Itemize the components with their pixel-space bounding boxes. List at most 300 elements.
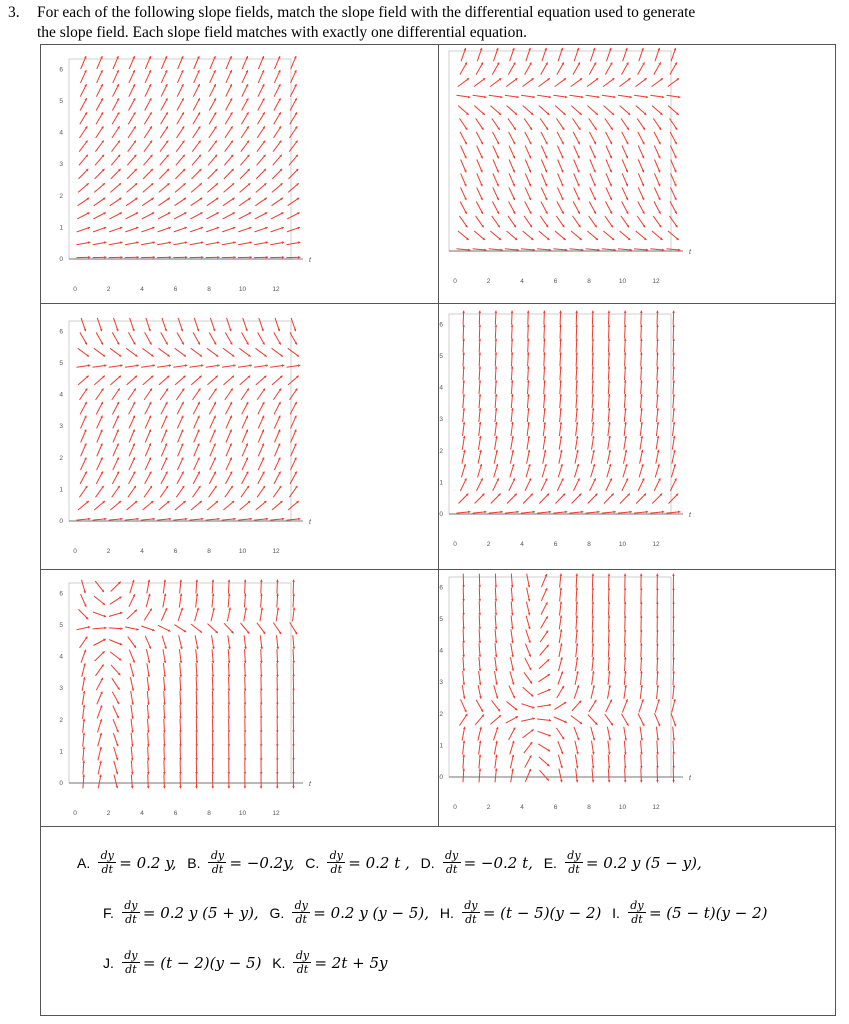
slope-arrowhead	[559, 311, 562, 313]
slope-arrowhead	[678, 511, 680, 514]
option-f-letter: F.	[103, 904, 114, 921]
dydt-num: dy	[294, 899, 308, 912]
slope-arrowhead	[527, 408, 530, 410]
slope-arrowhead	[478, 338, 481, 340]
slope-arrowhead	[276, 744, 279, 746]
dydt-num: dy	[444, 849, 459, 862]
slope-arrowhead	[559, 325, 562, 327]
slope-arrowhead	[672, 366, 675, 368]
option-d-dydt	[443, 850, 461, 875]
option-b-letter: B.	[187, 854, 201, 871]
slope-arrowhead	[212, 661, 215, 663]
slope-field-6	[439, 570, 836, 827]
slope-arrowhead	[244, 661, 247, 663]
slope-arrowhead	[640, 325, 643, 327]
slope-arrowhead	[260, 580, 263, 582]
slope-arrowhead	[559, 352, 562, 354]
t-axis-label: t	[689, 775, 691, 782]
slope-arrowhead	[266, 518, 268, 521]
slope-arrowhead	[147, 744, 150, 746]
slope-arrowhead	[276, 580, 279, 582]
slope-arrowhead	[576, 394, 579, 396]
slope-arrowhead	[185, 518, 187, 521]
y-tick-label: 6	[59, 66, 63, 74]
slope-arrowhead	[576, 408, 579, 410]
slope-arrowhead	[543, 338, 546, 340]
slope-arrowhead	[527, 394, 530, 396]
slope-arrowhead	[88, 518, 90, 521]
x-tick-label: 8	[587, 541, 591, 548]
slope-arrowhead	[608, 380, 611, 382]
x-tick-label: 6	[553, 804, 558, 811]
slope-arrowhead	[195, 744, 198, 746]
slope-arrowhead	[533, 511, 535, 514]
dydt-den: dt	[211, 863, 224, 876]
slope-arrowhead	[228, 717, 231, 719]
slope-arrowhead	[656, 671, 659, 673]
slope-arrowhead	[543, 311, 546, 313]
slope-arrowhead	[576, 615, 579, 617]
slope-arrowhead	[228, 703, 231, 705]
slope-arrowhead	[276, 758, 279, 760]
x-tick-label: 10	[238, 548, 247, 555]
slope-arrowhead	[630, 511, 632, 514]
slope-field-1-plot	[41, 45, 438, 303]
slope-arrowhead	[575, 366, 578, 368]
slope-arrowhead	[592, 574, 595, 576]
slope-arrowhead	[511, 366, 514, 368]
slope-arrowhead	[196, 675, 199, 677]
slope-arrowhead	[624, 752, 627, 754]
slope-arrowhead	[211, 758, 214, 760]
slope-arrowhead	[673, 685, 676, 687]
slope-arrowhead	[201, 256, 203, 259]
slope-arrowhead	[640, 380, 643, 382]
slope-arrowhead	[565, 511, 567, 514]
y-tick-label: 5	[59, 360, 63, 367]
option-h-dydt	[462, 900, 480, 925]
slope-arrowhead	[656, 366, 659, 368]
slope-arrowhead	[462, 655, 465, 657]
y-tick-label: 4	[59, 129, 63, 137]
slope-arrowhead	[179, 731, 182, 733]
x-tick-label: 6	[553, 278, 558, 285]
option-c	[305, 850, 410, 875]
slope-arrowhead	[292, 731, 295, 733]
option-i-letter: I.	[612, 904, 620, 921]
slope-arrowhead	[656, 311, 659, 313]
y-tick-label: 1	[59, 224, 63, 232]
option-f-rhs: = 0.2 y (5 + y),	[142, 903, 259, 922]
slope-arrowhead	[276, 731, 279, 733]
slope-arrowhead	[624, 325, 627, 327]
slope-arrowhead	[624, 408, 627, 410]
slope-arrowhead	[179, 717, 182, 719]
slope-arrowhead	[624, 588, 627, 590]
slope-arrowhead	[495, 311, 498, 313]
slope-arrowhead	[592, 588, 595, 590]
slope-arrowhead	[624, 422, 627, 424]
slope-arrowhead	[195, 703, 198, 705]
slope-arrowhead	[597, 511, 599, 514]
question-line-1: For each of the following slope fields, match the slope field with the differential equation used to generate	[37, 4, 696, 21]
slope-arrowhead	[640, 657, 643, 659]
slope-arrowhead	[495, 366, 498, 368]
slope-arrowhead	[560, 588, 563, 590]
slope-arrowhead	[672, 629, 675, 631]
x-tick-label: 12	[652, 278, 660, 285]
slope-arrowhead	[212, 594, 215, 596]
slope-arrowhead	[543, 366, 546, 368]
slope-arrowhead	[479, 380, 482, 382]
y-tick-label: 3	[59, 685, 63, 693]
y-tick-label: 1	[59, 748, 63, 756]
slope-arrowhead	[560, 408, 563, 410]
question-line-2: the slope field. Each slope field matches with exactly one differential equation.	[37, 24, 527, 41]
slope-arrowhead	[479, 627, 482, 629]
option-k-letter: K.	[272, 954, 286, 971]
y-tick-label: 5	[59, 622, 63, 629]
option-g-dydt	[292, 900, 310, 925]
x-tick-label: 4	[140, 286, 144, 293]
slope-arrowhead	[244, 675, 247, 677]
slope-arrowhead	[656, 352, 659, 354]
option-j	[103, 950, 261, 975]
slope-arrowhead	[228, 594, 231, 596]
slope-arrowhead	[640, 338, 643, 340]
x-tick-label: 10	[618, 278, 627, 285]
slope-arrowhead	[196, 661, 199, 663]
slope-arrowhead	[462, 338, 465, 340]
slope-arrowhead	[656, 380, 659, 382]
t-axis-label: t	[689, 249, 691, 256]
option-g-letter: G.	[269, 904, 285, 921]
y-tick-label: 4	[439, 384, 443, 392]
slope-arrowhead	[179, 689, 182, 691]
x-tick-label: 4	[140, 810, 144, 817]
slope-arrowhead	[228, 661, 231, 663]
slope-arrowhead	[575, 588, 578, 590]
slope-arrowhead	[147, 758, 150, 760]
slope-arrowhead	[511, 394, 514, 396]
slope-arrowhead	[276, 717, 279, 719]
slope-arrowhead	[656, 338, 659, 340]
slope-arrowhead	[468, 511, 470, 514]
slope-arrowhead	[479, 408, 482, 410]
slope-arrowhead	[640, 643, 643, 645]
slope-arrowhead	[195, 786, 198, 788]
y-tick-label: 0	[439, 511, 443, 518]
slope-arrowhead	[592, 311, 595, 313]
answer-row-1	[77, 850, 708, 875]
option-h	[440, 900, 602, 925]
dydt-num: dy	[124, 899, 138, 912]
slope-arrowhead	[672, 643, 675, 645]
slope-arrowhead	[147, 730, 150, 732]
slope-arrowhead	[575, 352, 578, 354]
option-c-rhs: = 0.2 t ,	[348, 853, 410, 872]
slope-arrowhead	[656, 601, 659, 603]
slope-arrowhead	[479, 755, 482, 757]
answer-row-3	[103, 950, 393, 975]
slope-arrowhead	[179, 703, 182, 705]
slope-arrowhead	[672, 338, 675, 340]
slope-arrowhead	[495, 599, 498, 601]
slope-arrowhead	[228, 758, 231, 760]
slope-arrowhead	[292, 717, 295, 719]
slope-arrowhead	[462, 669, 465, 671]
y-tick-label: 6	[439, 584, 443, 592]
slope-arrowhead	[656, 629, 659, 631]
slope-arrowhead	[672, 574, 675, 576]
slope-arrowhead	[212, 580, 215, 582]
slope-arrowhead	[576, 629, 579, 631]
x-tick-label: 2	[486, 804, 491, 811]
slope-arrowhead	[640, 601, 643, 603]
slope-arrowhead	[293, 647, 296, 649]
slope-arrowhead	[592, 408, 595, 410]
slope-arrowhead	[511, 422, 514, 424]
slope-arrowhead	[88, 256, 90, 259]
option-h-rhs: = (t − 5)(y − 2)	[482, 903, 602, 922]
slope-arrowhead	[495, 408, 498, 410]
x-tick-label: 0	[73, 286, 77, 293]
y-tick-label: 3	[439, 416, 443, 424]
slope-arrowhead	[195, 772, 198, 774]
slope-arrowhead	[153, 518, 155, 521]
slope-arrowhead	[511, 613, 514, 615]
slope-field-grid	[40, 44, 836, 827]
slope-arrowhead	[292, 580, 295, 582]
slope-arrowhead	[527, 311, 530, 313]
dydt-num: dy	[124, 949, 138, 962]
slope-arrowhead	[624, 394, 627, 396]
slope-arrowhead	[673, 408, 676, 410]
slope-arrowhead	[672, 752, 675, 754]
slope-arrowhead	[104, 627, 106, 630]
slope-arrowhead	[672, 766, 675, 768]
y-tick-label: 1	[439, 479, 443, 487]
option-b-dydt	[208, 850, 226, 875]
option-e-letter: E.	[543, 854, 557, 871]
option-i-rhs: = (5 − t)(y − 2)	[648, 903, 768, 922]
option-k-dydt	[293, 950, 311, 975]
y-tick-label: 6	[59, 590, 63, 598]
x-tick-label: 4	[140, 548, 144, 555]
slope-arrowhead	[479, 394, 482, 396]
slope-field-5	[41, 570, 438, 827]
slope-arrowhead	[131, 744, 134, 746]
slope-arrowhead	[131, 758, 134, 760]
question-number: 3.	[8, 4, 20, 21]
slope-arrowhead	[479, 655, 482, 657]
option-k-rhs: = 2t + 5y	[314, 953, 388, 972]
slope-arrowhead	[624, 766, 627, 768]
y-tick-label: 3	[59, 161, 63, 169]
slope-arrowhead	[201, 518, 203, 521]
slope-arrowhead	[527, 366, 530, 368]
x-tick-label: 12	[652, 804, 660, 811]
slope-arrowhead	[260, 689, 263, 691]
slope-arrowhead	[234, 256, 236, 259]
slope-arrowhead	[640, 752, 643, 754]
option-f-dydt	[122, 900, 140, 925]
y-tick-label: 0	[59, 256, 63, 263]
slope-arrowhead	[462, 599, 465, 601]
slope-arrowhead	[478, 599, 481, 601]
slope-arrowhead	[121, 256, 123, 259]
y-tick-label: 0	[439, 774, 443, 781]
slope-arrowhead	[244, 647, 247, 649]
slope-arrowhead	[511, 380, 514, 382]
y-tick-label: 4	[59, 653, 63, 661]
slope-arrowhead	[495, 585, 498, 587]
dydt-num: dy	[295, 949, 310, 962]
x-tick-label: 12	[272, 548, 280, 555]
question-text	[8, 3, 843, 43]
slope-arrowhead	[120, 518, 122, 521]
slope-arrowhead	[479, 422, 482, 424]
slope-arrowhead	[495, 613, 498, 615]
slope-arrowhead	[608, 588, 611, 590]
slope-arrowhead	[180, 580, 183, 582]
option-e-dydt	[565, 850, 583, 875]
option-d-letter: D.	[420, 854, 435, 871]
slope-arrowhead	[495, 655, 498, 657]
slope-arrowhead	[463, 394, 466, 396]
slope-arrowhead	[592, 338, 595, 340]
slope-arrowhead	[244, 703, 247, 705]
slope-arrowhead	[624, 601, 627, 603]
x-tick-label: 10	[618, 541, 627, 548]
slope-arrowhead	[260, 717, 263, 719]
slope-arrowhead	[292, 744, 295, 746]
slope-arrowhead	[244, 717, 247, 719]
slope-arrowhead	[462, 641, 465, 643]
option-f	[103, 900, 259, 925]
slope-arrowhead	[592, 352, 595, 354]
slope-arrowhead	[640, 366, 643, 368]
slope-arrowhead	[495, 641, 498, 643]
slope-arrowhead	[479, 669, 482, 671]
slope-arrowhead	[608, 766, 611, 768]
option-j-letter: J.	[103, 954, 114, 971]
slope-field-4	[439, 304, 836, 569]
slope-arrowhead	[131, 772, 134, 774]
slope-arrowhead	[478, 585, 481, 587]
slope-arrowhead	[104, 256, 106, 259]
x-tick-label: 10	[618, 804, 627, 811]
slope-arrowhead	[495, 394, 498, 396]
slope-arrowhead	[131, 786, 134, 788]
slope-arrowhead	[163, 689, 166, 691]
slope-arrowhead	[575, 311, 578, 313]
y-tick-label: 2	[439, 447, 443, 455]
dydt-den: dt	[125, 963, 137, 976]
slope-arrowhead	[211, 772, 214, 774]
option-i	[612, 900, 767, 925]
slope-arrowhead	[672, 780, 675, 782]
slope-arrowhead	[244, 689, 247, 691]
slope-arrowhead	[624, 366, 627, 368]
option-k	[272, 950, 387, 975]
slope-arrowhead	[575, 338, 578, 340]
slope-field-2-plot	[439, 45, 836, 303]
x-tick-label: 0	[73, 548, 77, 555]
slope-field-3	[41, 304, 438, 569]
slope-arrowhead	[228, 689, 231, 691]
slope-arrowhead	[511, 627, 514, 629]
slope-arrowhead	[624, 338, 627, 340]
y-tick-label: 6	[59, 328, 63, 336]
y-tick-label: 5	[59, 98, 63, 105]
x-tick-label: 6	[173, 810, 178, 817]
slope-arrowhead	[228, 580, 231, 582]
slope-arrowhead	[592, 629, 595, 631]
slope-arrowhead	[656, 766, 659, 768]
slope-arrowhead	[131, 716, 134, 718]
dydt-den: dt	[125, 913, 137, 926]
slope-arrowhead	[228, 786, 231, 788]
slope-arrowhead	[244, 786, 247, 788]
slope-arrowhead	[576, 380, 579, 382]
slope-arrowhead	[292, 758, 295, 760]
option-e	[544, 850, 702, 875]
x-tick-label: 6	[553, 541, 558, 548]
slope-arrowhead	[613, 511, 615, 514]
y-tick-label: 0	[59, 780, 63, 787]
slope-arrowhead	[656, 574, 659, 576]
slope-arrowhead	[179, 772, 182, 774]
slope-arrowhead	[244, 758, 247, 760]
y-tick-label: 2	[59, 192, 63, 200]
slope-arrowhead	[560, 574, 563, 576]
slope-arrowhead	[484, 511, 486, 514]
slope-arrowhead	[657, 422, 660, 424]
slope-arrowhead	[640, 352, 643, 354]
option-c-dydt	[327, 850, 345, 875]
slope-field-5-plot	[41, 570, 438, 827]
dydt-num: dy	[210, 849, 225, 862]
y-tick-label: 1	[59, 486, 63, 494]
slope-arrowhead	[656, 408, 659, 410]
slope-arrowhead	[527, 338, 530, 340]
slope-arrowhead	[559, 380, 562, 382]
slope-arrowhead	[276, 703, 279, 705]
slope-arrowhead	[640, 588, 643, 590]
x-tick-label: 12	[272, 286, 280, 293]
slope-arrowhead	[495, 380, 498, 382]
slope-arrowhead	[592, 394, 595, 396]
y-tick-label: 5	[439, 616, 443, 623]
slope-arrowhead	[656, 780, 659, 782]
slope-arrowhead	[624, 311, 627, 313]
slope-arrowhead	[559, 366, 562, 368]
slope-arrowhead	[292, 594, 295, 596]
slope-arrowhead	[179, 675, 182, 677]
slope-arrowhead	[298, 256, 300, 259]
option-j-rhs: = (t − 2)(y − 5)	[142, 953, 262, 972]
slope-arrowhead	[495, 769, 498, 771]
slope-arrowhead	[260, 675, 263, 677]
slope-arrowhead	[211, 744, 214, 746]
slope-arrowhead	[185, 256, 187, 259]
slope-arrowhead	[228, 772, 231, 774]
option-a-letter: A.	[77, 854, 91, 871]
y-tick-label: 3	[59, 423, 63, 431]
dydt-num: dy	[630, 899, 644, 912]
slope-arrowhead	[662, 511, 664, 514]
